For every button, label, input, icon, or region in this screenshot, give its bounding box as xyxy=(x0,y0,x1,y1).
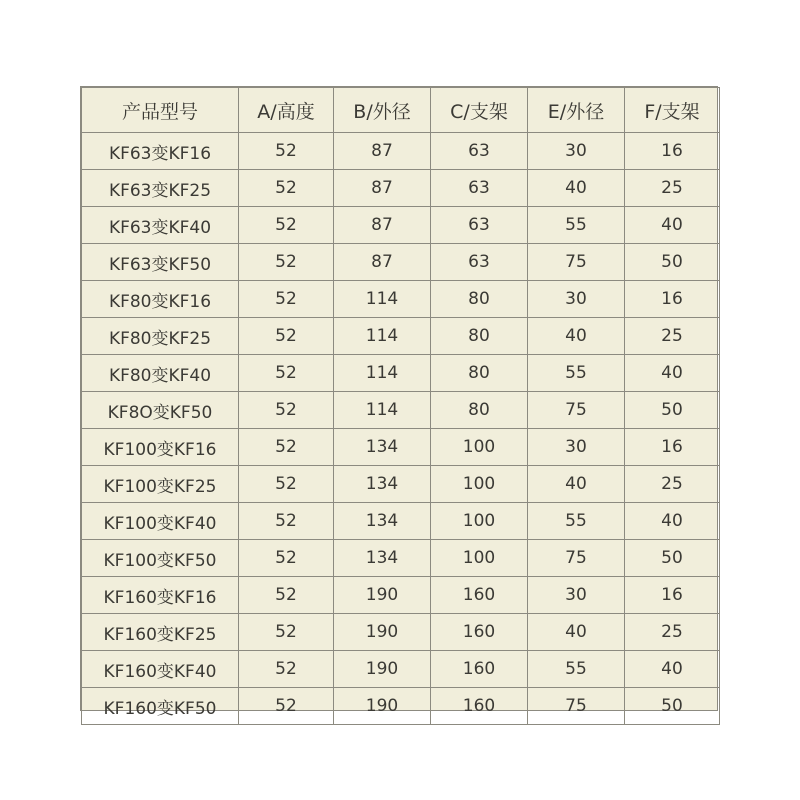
cell-f-bracket: 25 xyxy=(625,614,720,651)
cell-a-height: 52 xyxy=(239,651,334,688)
cell-product-model: KF100变KF25 xyxy=(82,466,239,503)
table-row xyxy=(82,355,720,392)
cell-e-outer-diameter: 75 xyxy=(528,688,625,725)
cell-a-height: 52 xyxy=(239,614,334,651)
table-row xyxy=(82,429,720,466)
cell-product-model: KF100变KF40 xyxy=(82,503,239,540)
cell-a-height: 52 xyxy=(239,207,334,244)
cell-b-outer-diameter: 87 xyxy=(334,170,431,207)
cell-product-model: KF63变KF40 xyxy=(82,207,239,244)
cell-f-bracket: 50 xyxy=(625,244,720,281)
cell-c-bracket: 63 xyxy=(431,244,528,281)
cell-b-outer-diameter: 134 xyxy=(334,503,431,540)
cell-product-model: KF100变KF16 xyxy=(82,429,239,466)
cell-c-bracket: 63 xyxy=(431,133,528,170)
table-header xyxy=(82,88,720,133)
table-row xyxy=(82,207,720,244)
cell-b-outer-diameter: 87 xyxy=(334,207,431,244)
cell-e-outer-diameter: 40 xyxy=(528,466,625,503)
table-row xyxy=(82,651,720,688)
cell-c-bracket: 100 xyxy=(431,429,528,466)
cell-c-bracket: 160 xyxy=(431,577,528,614)
table-row xyxy=(82,540,720,577)
cell-e-outer-diameter: 30 xyxy=(528,577,625,614)
cell-f-bracket: 40 xyxy=(625,503,720,540)
cell-c-bracket: 160 xyxy=(431,614,528,651)
cell-c-bracket: 80 xyxy=(431,355,528,392)
cell-a-height: 52 xyxy=(239,503,334,540)
cell-f-bracket: 25 xyxy=(625,318,720,355)
cell-product-model: KF80变KF25 xyxy=(82,318,239,355)
table-row xyxy=(82,244,720,281)
cell-c-bracket: 100 xyxy=(431,466,528,503)
cell-e-outer-diameter: 75 xyxy=(528,392,625,429)
cell-c-bracket: 80 xyxy=(431,392,528,429)
cell-a-height: 52 xyxy=(239,577,334,614)
table-row xyxy=(82,466,720,503)
cell-e-outer-diameter: 40 xyxy=(528,318,625,355)
cell-c-bracket: 100 xyxy=(431,540,528,577)
cell-c-bracket: 80 xyxy=(431,318,528,355)
table-row xyxy=(82,318,720,355)
cell-a-height: 52 xyxy=(239,318,334,355)
header-c-bracket: C/支架 xyxy=(431,88,528,133)
cell-product-model: KF80变KF40 xyxy=(82,355,239,392)
cell-b-outer-diameter: 114 xyxy=(334,281,431,318)
cell-product-model: KF80变KF16 xyxy=(82,281,239,318)
cell-a-height: 52 xyxy=(239,429,334,466)
cell-b-outer-diameter: 134 xyxy=(334,540,431,577)
cell-a-height: 52 xyxy=(239,392,334,429)
cell-f-bracket: 25 xyxy=(625,466,720,503)
header-e-outer-diameter: E/外径 xyxy=(528,88,625,133)
cell-c-bracket: 160 xyxy=(431,688,528,725)
cell-b-outer-diameter: 114 xyxy=(334,392,431,429)
cell-b-outer-diameter: 134 xyxy=(334,466,431,503)
cell-a-height: 52 xyxy=(239,466,334,503)
table-row xyxy=(82,133,720,170)
cell-b-outer-diameter: 87 xyxy=(334,244,431,281)
cell-a-height: 52 xyxy=(239,133,334,170)
cell-a-height: 52 xyxy=(239,540,334,577)
cell-f-bracket: 25 xyxy=(625,170,720,207)
cell-a-height: 52 xyxy=(239,170,334,207)
cell-a-height: 52 xyxy=(239,244,334,281)
cell-b-outer-diameter: 114 xyxy=(334,318,431,355)
cell-e-outer-diameter: 55 xyxy=(528,207,625,244)
cell-a-height: 52 xyxy=(239,281,334,318)
cell-e-outer-diameter: 30 xyxy=(528,281,625,318)
cell-f-bracket: 40 xyxy=(625,207,720,244)
cell-c-bracket: 80 xyxy=(431,281,528,318)
cell-c-bracket: 63 xyxy=(431,170,528,207)
header-row xyxy=(82,88,720,133)
cell-f-bracket: 16 xyxy=(625,429,720,466)
cell-f-bracket: 16 xyxy=(625,281,720,318)
cell-a-height: 52 xyxy=(239,355,334,392)
cell-b-outer-diameter: 87 xyxy=(334,133,431,170)
cell-product-model: KF8O变KF50 xyxy=(82,392,239,429)
spec-table xyxy=(81,87,720,725)
cell-product-model: KF63变KF25 xyxy=(82,170,239,207)
header-product-model: 产品型号 xyxy=(82,88,239,133)
cell-c-bracket: 160 xyxy=(431,651,528,688)
cell-e-outer-diameter: 30 xyxy=(528,133,625,170)
cell-product-model: KF63变KF50 xyxy=(82,244,239,281)
cell-product-model: KF160变KF16 xyxy=(82,577,239,614)
header-a-height: A/高度 xyxy=(239,88,334,133)
table-body xyxy=(82,133,720,725)
cell-f-bracket: 50 xyxy=(625,392,720,429)
cell-product-model: KF160变KF25 xyxy=(82,614,239,651)
cell-f-bracket: 40 xyxy=(625,651,720,688)
table-row xyxy=(82,392,720,429)
cell-f-bracket: 16 xyxy=(625,133,720,170)
header-b-outer-diameter: B/外径 xyxy=(334,88,431,133)
cell-b-outer-diameter: 190 xyxy=(334,688,431,725)
cell-e-outer-diameter: 55 xyxy=(528,355,625,392)
table-row xyxy=(82,503,720,540)
table-row xyxy=(82,170,720,207)
cell-product-model: KF63变KF16 xyxy=(82,133,239,170)
cell-f-bracket: 50 xyxy=(625,540,720,577)
cell-product-model: KF160变KF40 xyxy=(82,651,239,688)
cell-e-outer-diameter: 40 xyxy=(528,614,625,651)
table-row xyxy=(82,281,720,318)
header-f-bracket: F/支架 xyxy=(625,88,720,133)
cell-e-outer-diameter: 75 xyxy=(528,244,625,281)
cell-b-outer-diameter: 190 xyxy=(334,577,431,614)
cell-b-outer-diameter: 190 xyxy=(334,614,431,651)
table-row xyxy=(82,577,720,614)
cell-c-bracket: 100 xyxy=(431,503,528,540)
cell-e-outer-diameter: 30 xyxy=(528,429,625,466)
cell-product-model: KF100变KF50 xyxy=(82,540,239,577)
table-row xyxy=(82,614,720,651)
cell-f-bracket: 50 xyxy=(625,688,720,725)
table-row xyxy=(82,688,720,725)
cell-b-outer-diameter: 134 xyxy=(334,429,431,466)
cell-b-outer-diameter: 190 xyxy=(334,651,431,688)
cell-f-bracket: 40 xyxy=(625,355,720,392)
cell-c-bracket: 63 xyxy=(431,207,528,244)
cell-product-model: KF160变KF50 xyxy=(82,688,239,725)
spec-table-container xyxy=(80,86,718,719)
cell-e-outer-diameter: 75 xyxy=(528,540,625,577)
cell-e-outer-diameter: 55 xyxy=(528,651,625,688)
cell-a-height: 52 xyxy=(239,688,334,725)
cell-e-outer-diameter: 40 xyxy=(528,170,625,207)
cell-e-outer-diameter: 55 xyxy=(528,503,625,540)
cell-b-outer-diameter: 114 xyxy=(334,355,431,392)
cell-f-bracket: 16 xyxy=(625,577,720,614)
